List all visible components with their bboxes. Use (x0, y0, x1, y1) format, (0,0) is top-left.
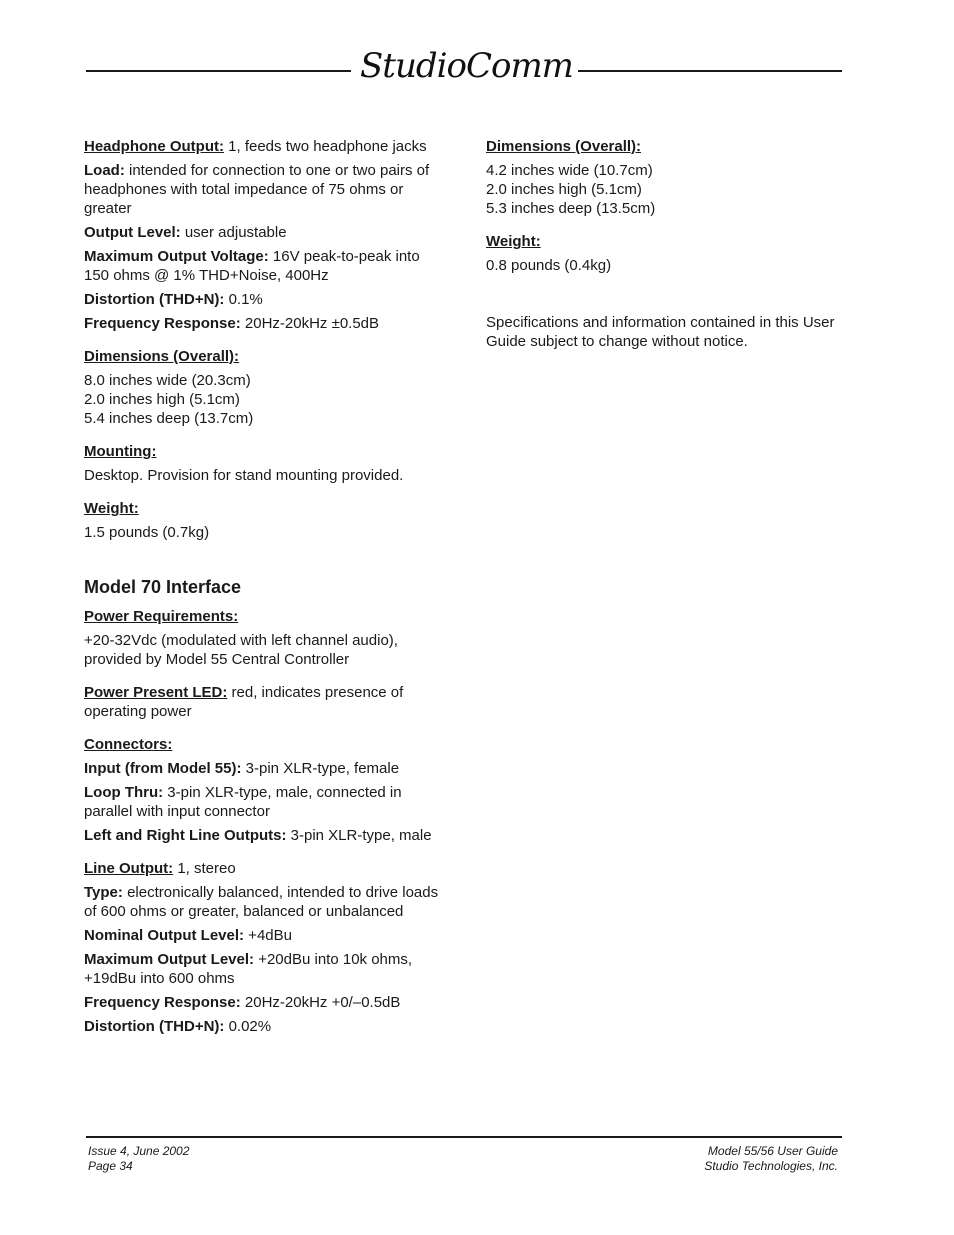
spec-weight-heading-right: Weight: (486, 233, 541, 250)
spec-frequency-response-line: Frequency Response: 20Hz-20kHz +0/–0.5dB (84, 994, 401, 1011)
section-title-model-70: Model 70 Interface (84, 577, 242, 597)
spec-weight-value-right: 0.8 pounds (0.4kg) (486, 257, 612, 274)
spec-power-requirements-value: +20-32Vdc (modulated with left channel audio), provided by Model 55 Central Controller (84, 632, 398, 668)
spec-mounting-heading: Mounting: (84, 443, 157, 460)
spec-line-outputs-connector: Left and Right Line Outputs: 3-pin XLR-type, male (84, 827, 432, 844)
spec-max-output-voltage: Maximum Output Voltage: 16V peak-to-peak into 150 ohms @ 1% THD+Noise, 400Hz (84, 248, 420, 284)
spec-dimensions-heading: Dimensions (Overall): (84, 348, 240, 365)
spec-output-level: Output Level: user adjustable (84, 224, 287, 241)
spec-line-output: Line Output: 1, stereo (84, 860, 236, 877)
header-rule-left (86, 70, 351, 72)
footer-left (88, 1144, 189, 1174)
spec-loop-thru: Loop Thru: 3-pin XLR-type, male, connected in parallel with input connector (84, 784, 402, 820)
right-column (486, 137, 846, 356)
spec-frequency-response: Frequency Response: 20Hz-20kHz ±0.5dB (84, 315, 380, 332)
footer-company: Studio Technologies, Inc. (704, 1159, 838, 1173)
studiocomm-logo: StudioComm (360, 46, 573, 86)
spec-distortion-line: Distortion (THD+N): 0.02% (84, 1018, 272, 1035)
spec-mounting-value: Desktop. Provision for stand mounting provided. (84, 467, 404, 484)
spec-load: Load: intended for connection to one or two pairs of headphones with total impedance of 75 ohms or greater (84, 162, 430, 217)
change-notice: Specifications and information contained in this User Guide subject to change without notice. (486, 314, 835, 350)
header-rule-right (578, 70, 842, 72)
spec-headphone-output: Headphone Output: 1, feeds two headphone jacks (84, 138, 427, 155)
spec-dimensions-heading-right: Dimensions (Overall): (486, 138, 642, 155)
spec-connectors-heading: Connectors: (84, 736, 173, 753)
spec-dimensions-values-right: 4.2 inches wide (10.7cm) 2.0 inches high (5.1cm) 5.3 inches deep (13.5cm) (486, 162, 656, 217)
left-column (84, 137, 444, 1041)
spec-distortion: Distortion (THD+N): 0.1% (84, 291, 263, 308)
footer-rule (86, 1136, 842, 1138)
spec-input-connector: Input (from Model 55): 3-pin XLR-type, female (84, 760, 400, 777)
spec-power-present-led: Power Present LED: red, indicates presence of operating power (84, 684, 404, 720)
footer-right (704, 1144, 838, 1174)
spec-power-requirements-heading: Power Requirements: (84, 608, 239, 625)
spec-type: Type: electronically balanced, intended to drive loads of 600 ohms or greater, balanced or unbalanced (84, 884, 439, 920)
spec-max-output-level: Maximum Output Level: +20dBu into 10k ohms, +19dBu into 600 ohms (84, 951, 413, 987)
spec-weight-value: 1.5 pounds (0.7kg) (84, 524, 210, 541)
footer-guide-title: Model 55/56 User Guide (707, 1144, 838, 1158)
footer-issue: Issue 4, June 2002 (88, 1144, 190, 1158)
spec-dimensions-values: 8.0 inches wide (20.3cm) 2.0 inches high (5.1cm) 5.4 inches deep (13.7cm) (84, 372, 254, 427)
footer-page-number: Page 34 (88, 1159, 133, 1173)
spec-weight-heading: Weight: (84, 500, 139, 517)
spec-nominal-output-level: Nominal Output Level: +4dBu (84, 927, 292, 944)
